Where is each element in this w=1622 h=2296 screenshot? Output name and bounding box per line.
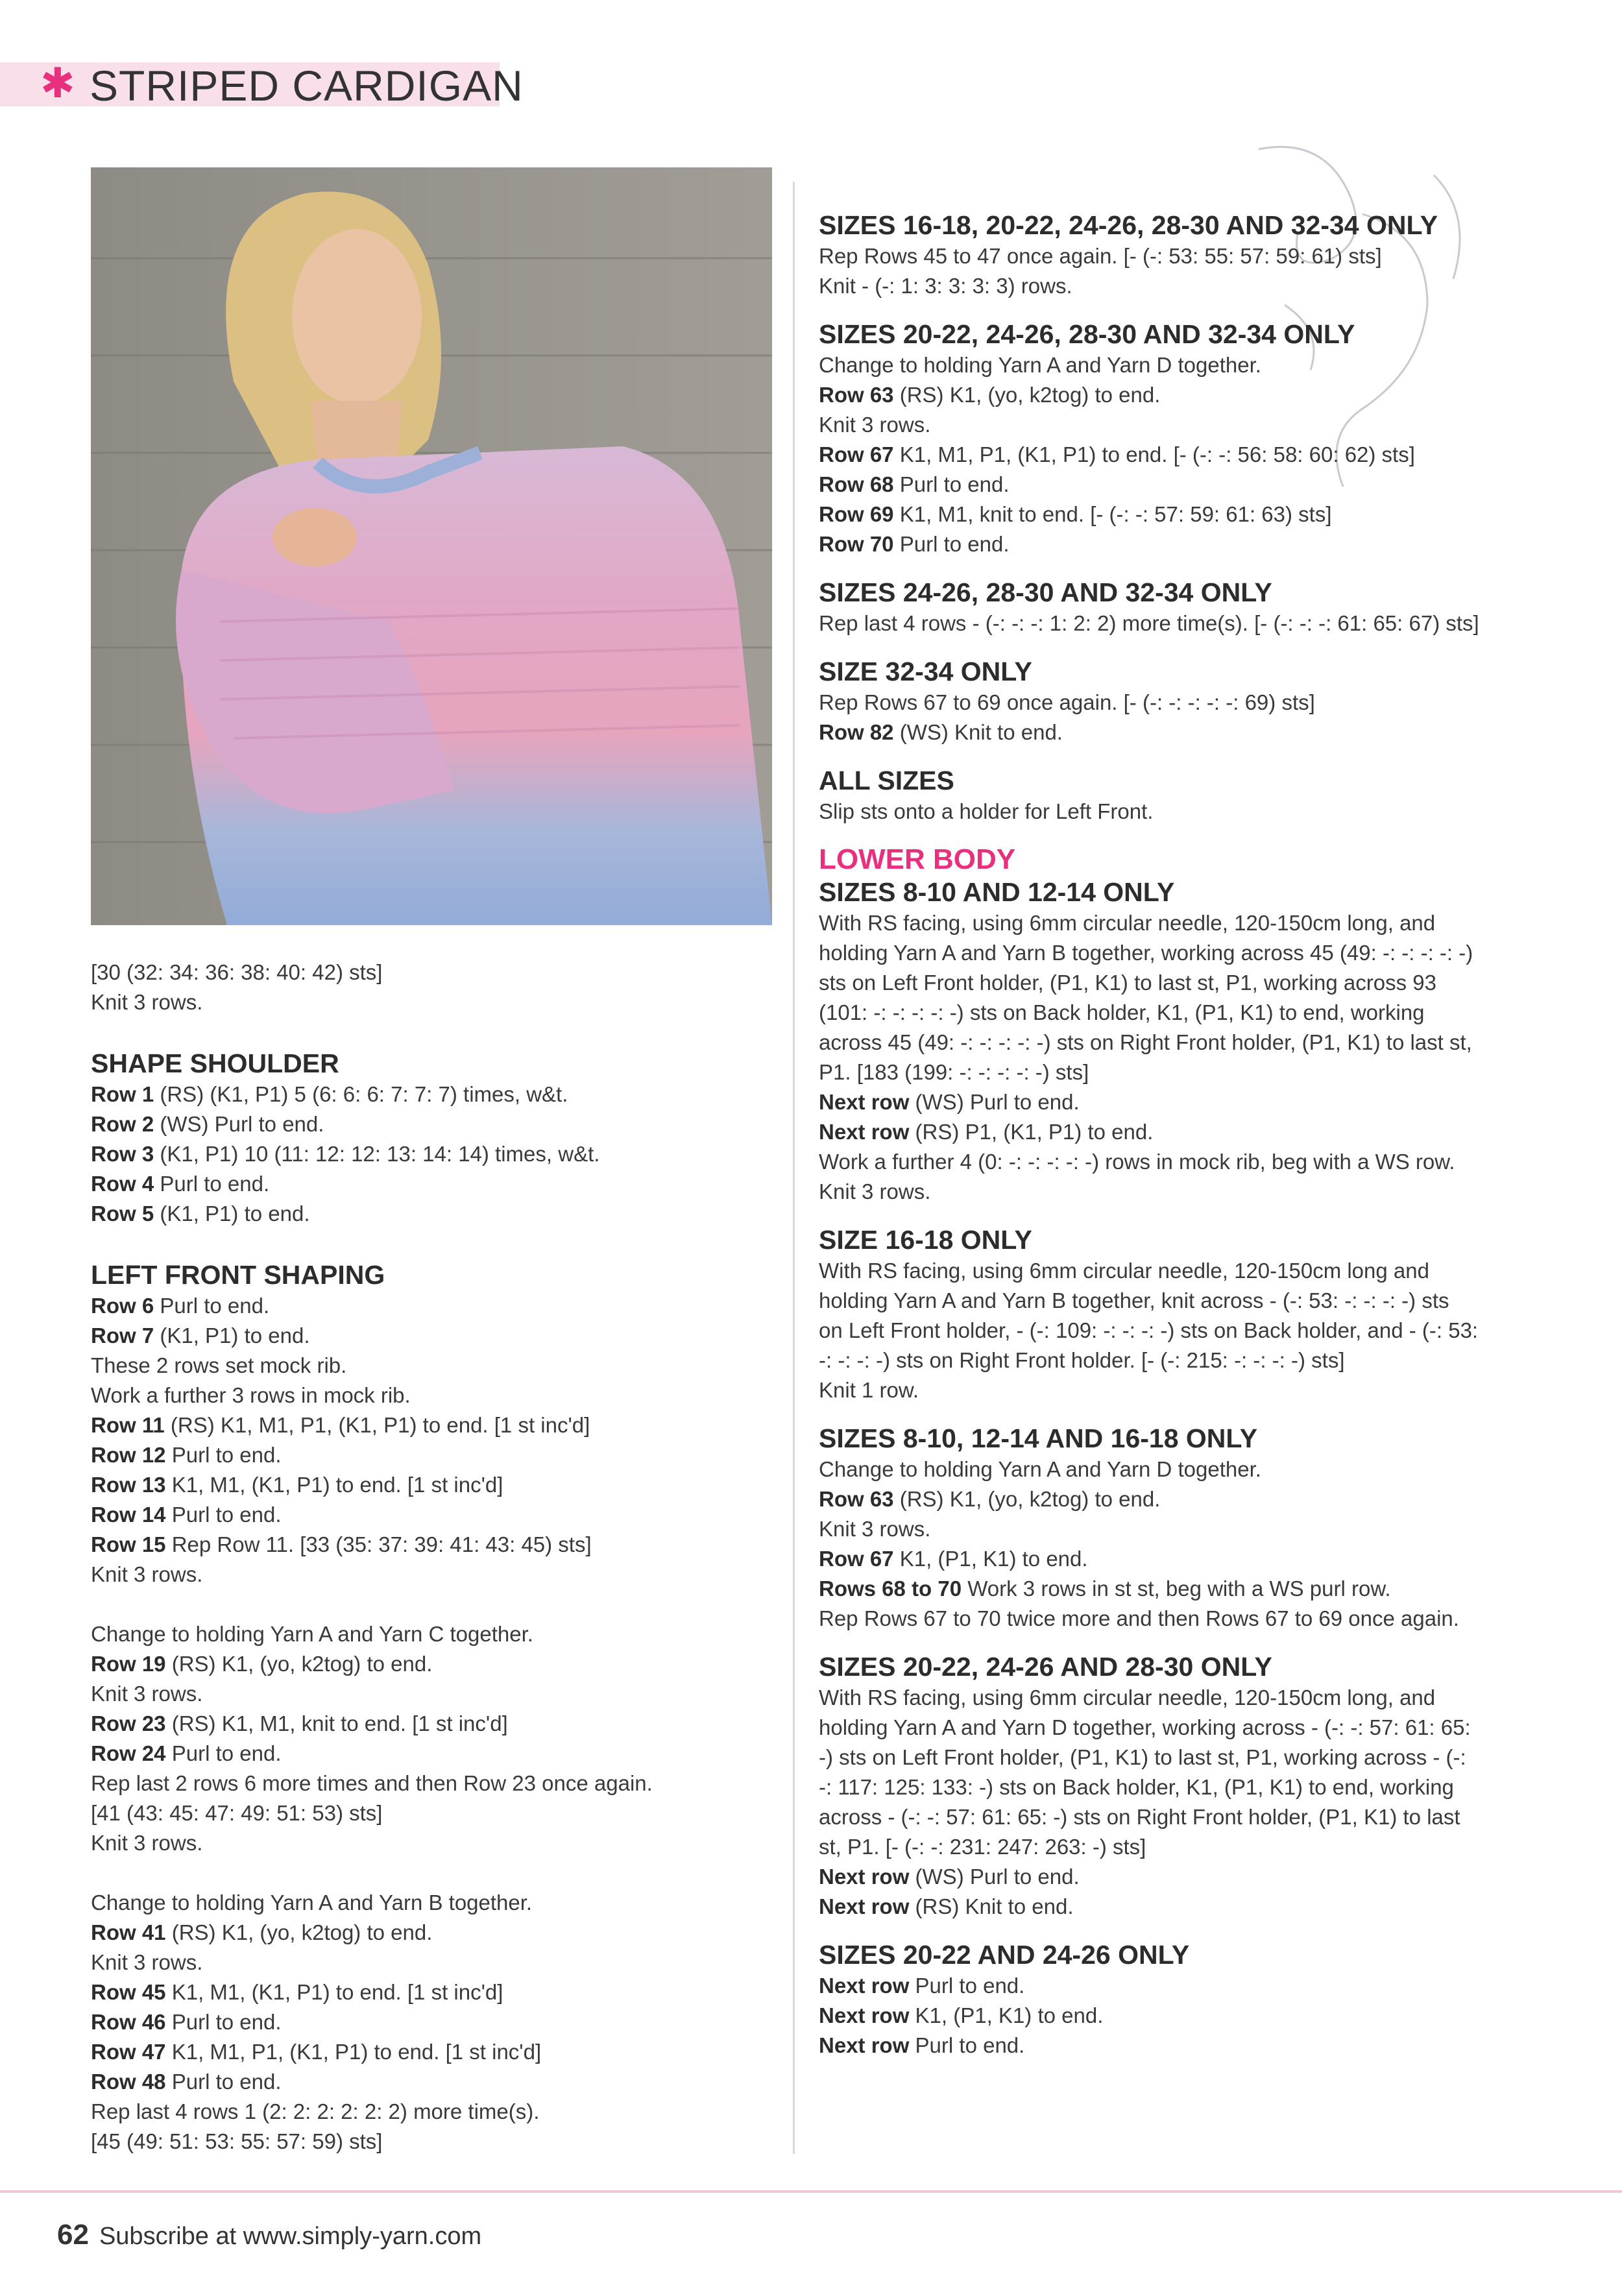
instruction-text: Work a further 4 (0: -: -: -: -: -) rows in mock rib, beg with a WS row. (819, 1150, 1455, 1174)
instruction-text: With RS facing, using 6mm circular needle, 120-150cm long, and (819, 911, 1436, 935)
instruction-row: Row 46 Purl to end. (91, 2010, 282, 2034)
lower-body-heading: LOWER BODY (819, 843, 1016, 875)
right-column (819, 209, 1558, 2060)
instruction-row: Row 12 Purl to end. (91, 1443, 282, 1467)
instruction-text: Knit 3 rows. (91, 1562, 203, 1586)
instruction-text: Knit 3 rows. (819, 1179, 931, 1203)
instruction-row: Row 82 (WS) Knit to end. (819, 720, 1063, 744)
instruction-text: -) sts on Left Front holder, (P1, K1) to last st, P1, working across - (-: (819, 1745, 1466, 1769)
instruction-row: Next row Purl to end. (819, 1974, 1025, 1998)
section-heading: SIZES 8-10, 12-14 AND 16-18 ONLY (819, 1423, 1258, 1453)
instruction-text: -: -: -: -) sts on Right Front holder. [- (-: 215: -: -: -: -) sts] (819, 1348, 1345, 1372)
instruction-row: Row 5 (K1, P1) to end. (91, 1202, 310, 1226)
page-title: STRIPED CARDIGAN (90, 62, 524, 110)
instruction-text: Knit 3 rows. (819, 1517, 931, 1541)
instruction-text: Slip sts onto a holder for Left Front. (819, 799, 1154, 823)
instruction-row: Row 45 K1, M1, (K1, P1) to end. [1 st inc'd] (91, 1980, 503, 2004)
instruction-row: Row 11 (RS) K1, M1, P1, (K1, P1) to end. [1 st inc'd] (91, 1413, 590, 1437)
intro-sts: [30 (32: 34: 36: 38: 40: 42) sts] (91, 960, 383, 984)
instruction-text: Change to holding Yarn A and Yarn C together. (91, 1622, 533, 1646)
section-heading: SIZES 16-18, 20-22, 24-26, 28-30 AND 32-34 ONLY (819, 210, 1438, 240)
instruction-row: Next row (WS) Purl to end. (819, 1865, 1080, 1889)
instruction-row: Row 48 Purl to end. (91, 2070, 282, 2094)
instruction-row: Next row K1, (P1, K1) to end. (819, 2003, 1104, 2027)
instruction-row: Row 69 K1, M1, knit to end. [- (-: -: 57: 59: 61: 63) sts] (819, 502, 1332, 526)
section-heading: SIZES 20-22, 24-26 AND 28-30 ONLY (819, 1652, 1272, 1682)
instruction-row: Row 4 Purl to end. (91, 1172, 270, 1196)
column-divider (793, 182, 795, 2154)
instruction-row: Row 63 (RS) K1, (yo, k2tog) to end. (819, 1487, 1161, 1511)
instruction-text: Change to holding Yarn A and Yarn B together. (91, 1891, 533, 1915)
instruction-text: Rep Rows 67 to 70 twice more and then Rows 67 to 69 once again. (819, 1606, 1459, 1630)
instruction-row: Row 2 (WS) Purl to end. (91, 1112, 324, 1136)
instruction-row: Row 24 Purl to end. (91, 1741, 282, 1765)
instruction-text: Knit 3 rows. (91, 1950, 203, 1974)
model-photo (91, 167, 772, 925)
instruction-row: Row 1 (RS) (K1, P1) 5 (6: 6: 6: 7: 7: 7) times, w&t. (91, 1082, 568, 1106)
instruction-text: holding Yarn A and Yarn B together, working across 45 (49: -: -: -: -: -) (819, 941, 1473, 965)
instruction-text: holding Yarn A and Yarn B together, knit across - (-: 53: -: -: -: -) sts (819, 1288, 1449, 1312)
subscribe-link[interactable]: Subscribe at www.simply-yarn.com (99, 2223, 482, 2250)
instruction-row: Next row Purl to end. (819, 2033, 1025, 2057)
instruction-text: holding Yarn A and Yarn D together, working across - (-: -: 57: 61: 65: (819, 1715, 1471, 1739)
instruction-text: Change to holding Yarn A and Yarn D together. (819, 353, 1261, 377)
instruction-text: Rep Rows 67 to 69 once again. [- (-: -: -: -: -: 69) sts] (819, 690, 1315, 714)
instruction-text: These 2 rows set mock rib. (91, 1353, 347, 1377)
shape-shoulder-heading: SHAPE SHOULDER (91, 1048, 339, 1078)
instruction-text: Knit 3 rows. (91, 1831, 203, 1855)
asterisk-icon: ✱ (40, 60, 75, 106)
instruction-text: st, P1. [- (-: -: 231: 247: 263: -) sts] (819, 1835, 1146, 1859)
footer (57, 2219, 481, 2251)
instruction-text: Knit - (-: 1: 3: 3: 3: 3) rows. (819, 274, 1072, 298)
photo-illustration (91, 167, 772, 925)
instruction-row: Row 13 K1, M1, (K1, P1) to end. [1 st inc'd] (91, 1473, 503, 1497)
instruction-row: Row 47 K1, M1, P1, (K1, P1) to end. [1 st inc'd] (91, 2040, 542, 2064)
instruction-text: Change to holding Yarn A and Yarn D together. (819, 1457, 1261, 1481)
instruction-text: across - (-: -: 57: 61: 65: -) sts on Right Front holder, (P1, K1) to last (819, 1805, 1460, 1829)
instruction-text: on Left Front holder, - (-: 109: -: -: -: -) sts on Back holder, and - (-: 53: (819, 1318, 1479, 1342)
instruction-text: -: 117: 125: 133: -) sts on Back holder, K1, (P1, K1) to end, working (819, 1775, 1454, 1799)
section-heading: SIZES 20-22 AND 24-26 ONLY (819, 1940, 1190, 1970)
instruction-row: Row 41 (RS) K1, (yo, k2tog) to end. (91, 1920, 433, 1944)
instruction-row: Row 23 (RS) K1, M1, knit to end. [1 st inc'd] (91, 1711, 508, 1735)
instruction-text: Rep last 4 rows 1 (2: 2: 2: 2: 2: 2) more time(s). (91, 2099, 540, 2123)
instruction-text: Knit 3 rows. (91, 1682, 203, 1706)
instruction-text: Rep Rows 45 to 47 once again. [- (-: 53: 55: 57: 59: 61) sts] (819, 244, 1382, 268)
instruction-row: Row 15 Rep Row 11. [33 (35: 37: 39: 41: 43: 45) sts] (91, 1532, 592, 1556)
instruction-row: Row 14 Purl to end. (91, 1503, 282, 1527)
instruction-row: Row 67 K1, (P1, K1) to end. (819, 1547, 1088, 1571)
left-front-heading: LEFT FRONT SHAPING (91, 1260, 385, 1290)
instruction-row: Row 67 K1, M1, P1, (K1, P1) to end. [- (-: -: 56: 58: 60: 62) sts] (819, 442, 1415, 466)
section-heading: SIZES 24-26, 28-30 AND 32-34 ONLY (819, 577, 1272, 607)
section-heading: SIZE 16-18 ONLY (819, 1225, 1032, 1255)
instruction-text: Rep last 4 rows - (-: -: -: 1: 2: 2) more time(s). [- (-: -: -: 61: 65: 67) sts] (819, 611, 1479, 635)
instruction-row: Row 3 (K1, P1) 10 (11: 12: 12: 13: 14: 14) times, w&t. (91, 1142, 600, 1166)
instruction-row: Row 19 (RS) K1, (yo, k2tog) to end. (91, 1652, 433, 1676)
instruction-text: (101: -: -: -: -: -) sts on Back holder, K1, (P1, K1) to end, working (819, 1000, 1425, 1024)
instruction-row: Row 7 (K1, P1) to end. (91, 1323, 310, 1347)
instruction-row: Next row (WS) Purl to end. (819, 1090, 1080, 1114)
instruction-text: Rep last 2 rows 6 more times and then Row 23 once again. (91, 1771, 653, 1795)
instruction-row: Next row (RS) Knit to end. (819, 1894, 1074, 1918)
section-heading: SIZES 8-10 AND 12-14 ONLY (819, 877, 1175, 907)
instruction-row: Row 6 Purl to end. (91, 1294, 270, 1318)
page-number: 62 (57, 2219, 89, 2251)
left-column (91, 958, 779, 2157)
instruction-text: Knit 1 row. (819, 1378, 919, 1402)
instruction-text: [45 (49: 51: 53: 55: 57: 59) sts] (91, 2129, 383, 2153)
instruction-text: sts on Left Front holder, (P1, K1) to last st, P1, working across 93 (819, 971, 1436, 995)
instruction-row: Rows 68 to 70 Work 3 rows in st st, beg with a WS purl row. (819, 1577, 1391, 1601)
instruction-row: Next row (RS) P1, (K1, P1) to end. (819, 1120, 1154, 1144)
instruction-text: With RS facing, using 6mm circular needle, 120-150cm long and (819, 1259, 1429, 1283)
footer-rule (0, 2190, 1622, 2193)
instruction-text: [41 (43: 45: 47: 49: 51: 53) sts] (91, 1801, 383, 1825)
instruction-text: P1. [183 (199: -: -: -: -: -) sts] (819, 1060, 1089, 1084)
instruction-row: Row 68 Purl to end. (819, 472, 1010, 496)
instruction-row: Row 63 (RS) K1, (yo, k2tog) to end. (819, 383, 1161, 407)
instruction-row: Row 70 Purl to end. (819, 532, 1010, 556)
section-heading: ALL SIZES (819, 766, 954, 795)
section-heading: SIZES 20-22, 24-26, 28-30 AND 32-34 ONLY (819, 319, 1355, 349)
section-heading: SIZE 32-34 ONLY (819, 657, 1032, 686)
instruction-text: Work a further 3 rows in mock rib. (91, 1383, 411, 1407)
instruction-text: Knit 3 rows. (819, 413, 931, 437)
instruction-text: With RS facing, using 6mm circular needle, 120-150cm long, and (819, 1686, 1436, 1710)
instruction-text: across 45 (49: -: -: -: -: -) sts on Right Front holder, (P1, K1) to last st, (819, 1030, 1472, 1054)
intro-knit: Knit 3 rows. (91, 990, 203, 1014)
